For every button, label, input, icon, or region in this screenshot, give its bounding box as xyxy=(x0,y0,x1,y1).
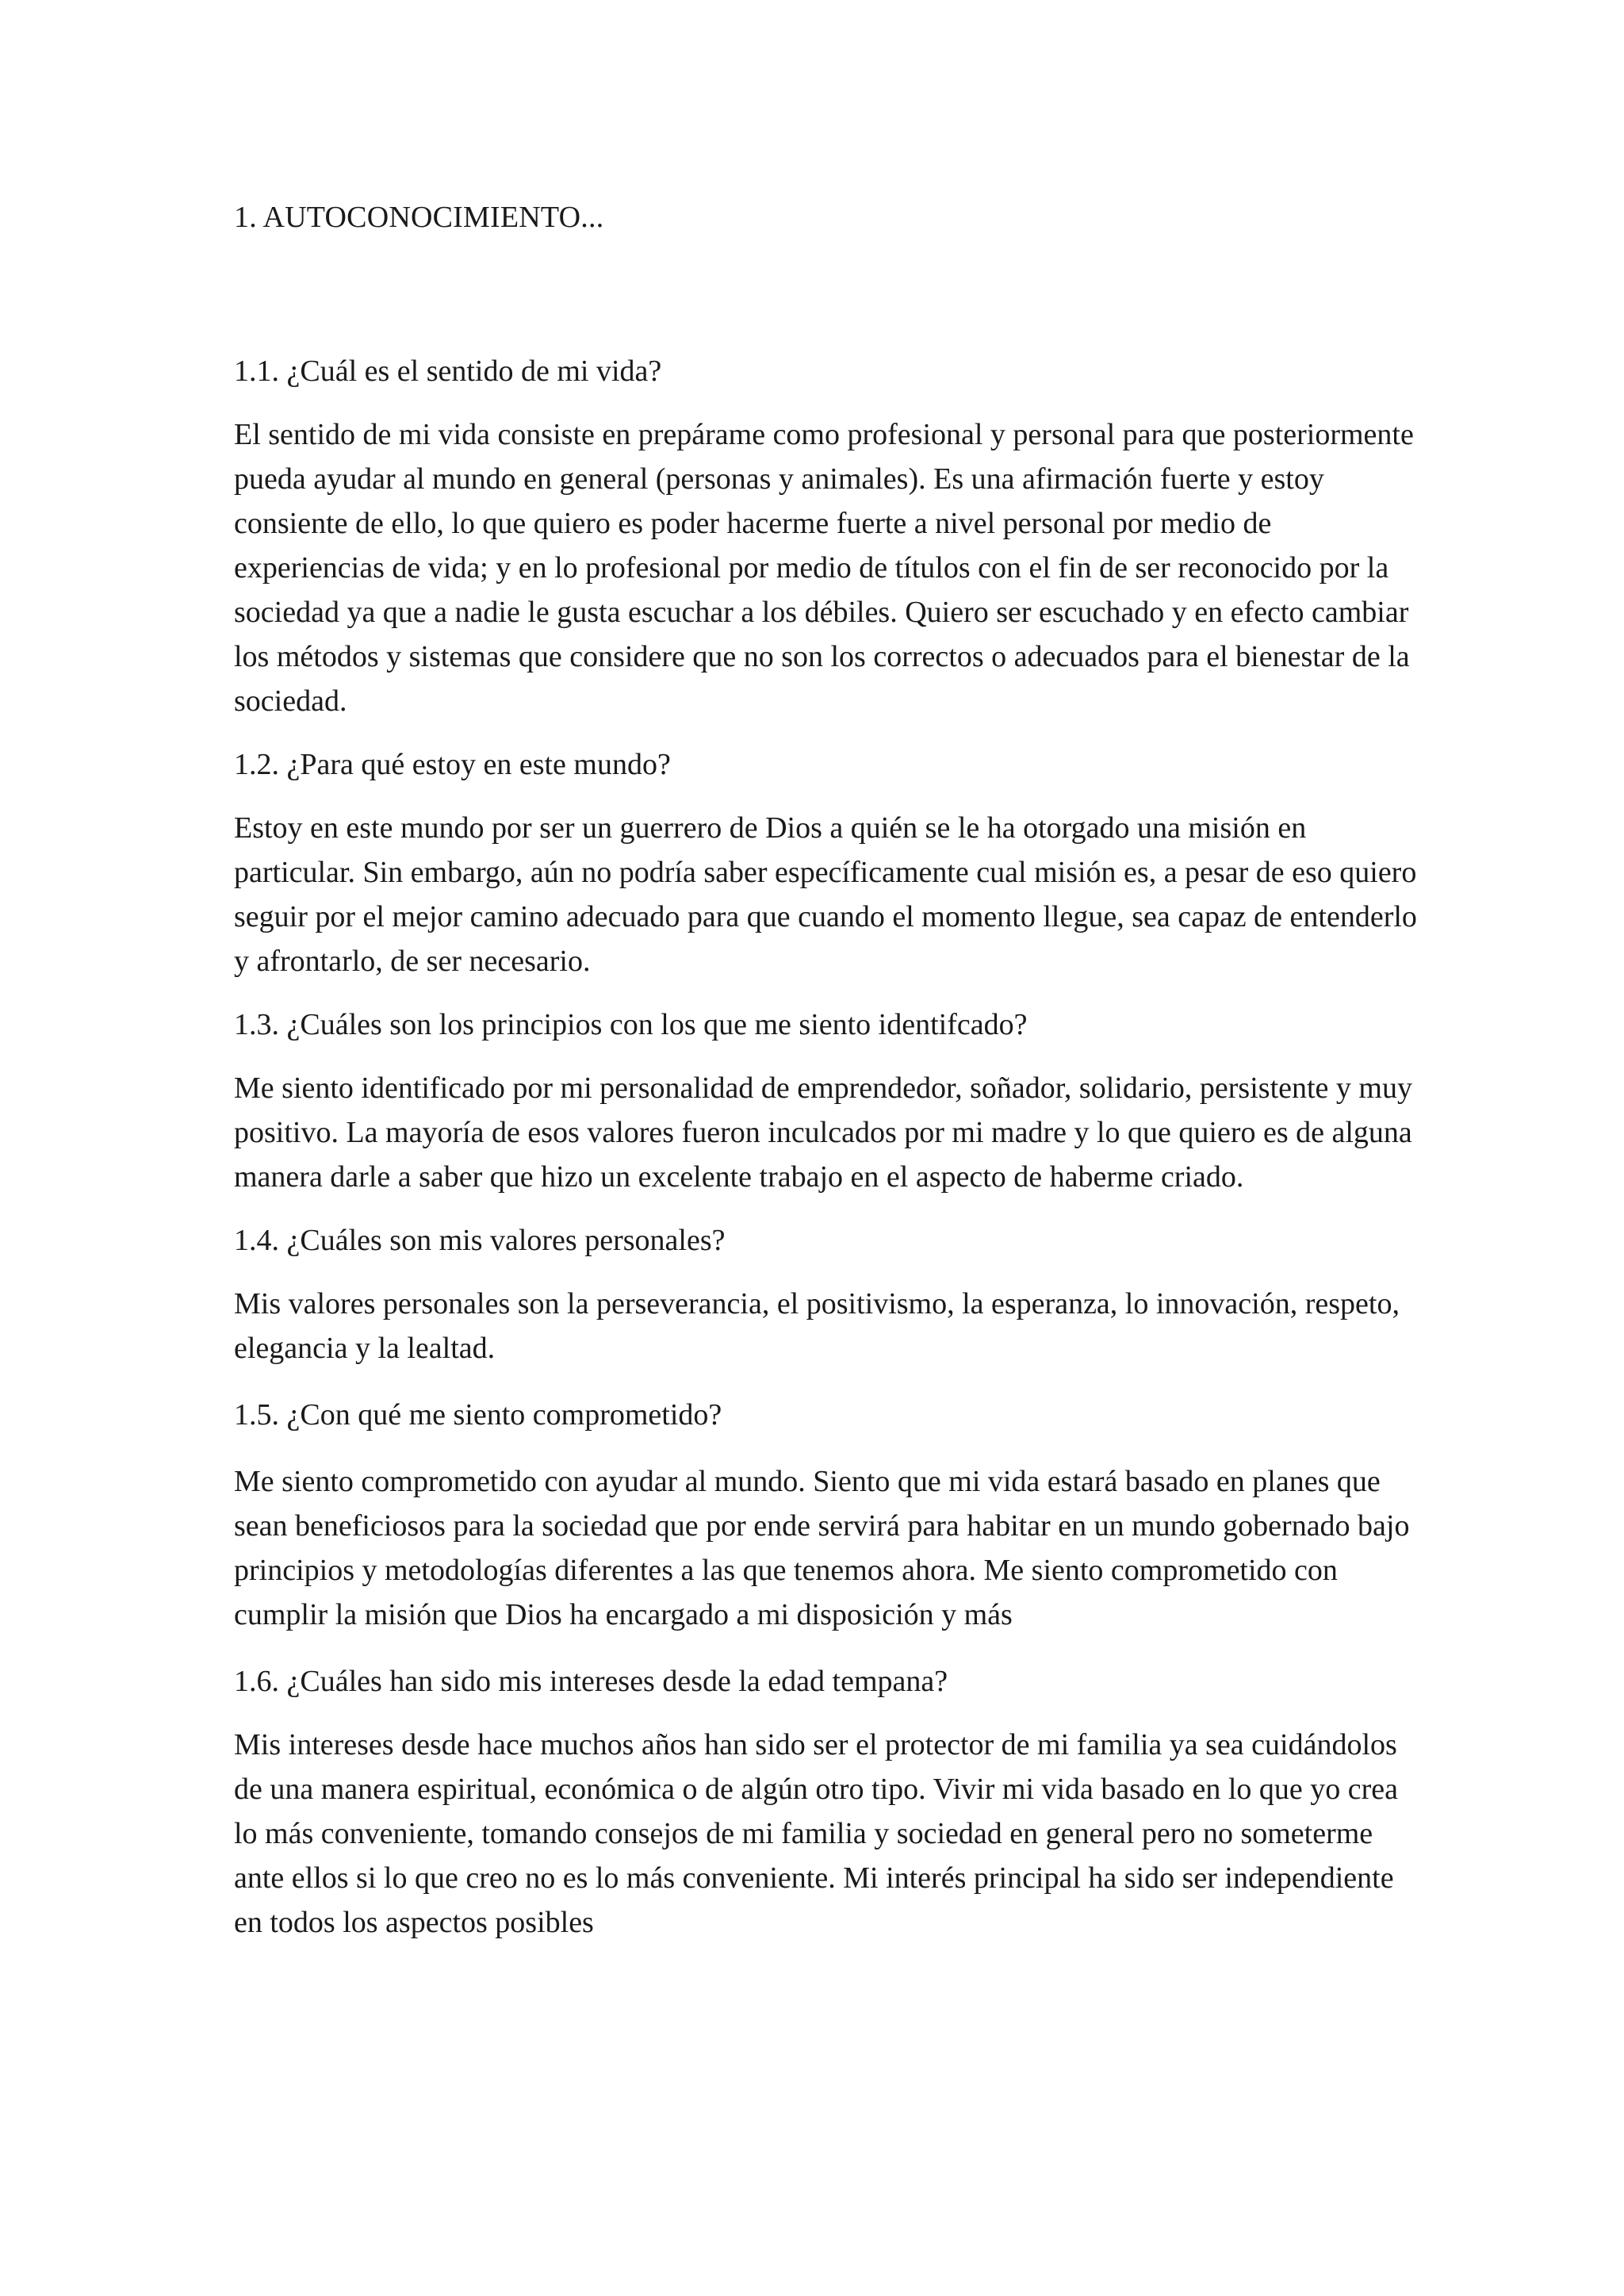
section-question: 1.5. ¿Con qué me siento comprometido? xyxy=(234,1398,722,1432)
document-title: 1. AUTOCONOCIMIENTO... xyxy=(234,201,604,234)
section-answer: Mis valores personales son la perseverancia, el positivismo, la esperanza, lo innovación, respeto, elegancia y la lealtad. xyxy=(234,1287,1400,1365)
section-answer: Me siento identificado por mi personalidad de emprendedor, soñador, solidario, persistente y muy positivo. La mayoría de esos valores fueron inculcados por mi madre y lo que quiero es de alguna manera darle a saber que hizo un excelente trabajo en el aspecto de haberme criado. xyxy=(234,1071,1412,1194)
section-question: 1.6. ¿Cuáles han sido mis intereses desde la edad tempana? xyxy=(234,1665,948,1698)
section-1-1 xyxy=(234,349,1423,723)
section-1-3 xyxy=(234,1002,1423,1199)
document-body xyxy=(234,195,1423,1945)
section-answer: Me siento comprometido con ayudar al mundo. Siento que mi vida estará basado en planes que sean beneficiosos para la sociedad que por ende servirá para habitar en un mundo gobernado bajo principios y metodologías diferentes a las que tenemos ahora. Me siento comprometido con cumplir la misión que Dios ha encargado a mi disposición y más xyxy=(234,1465,1410,1631)
section-1-5 xyxy=(234,1393,1423,1637)
section-answer: Mis intereses desde hace muchos años han sido ser el protector de mi familia ya sea cuidándolos de una manera espiritual, económica o de algún otro tipo. Vivir mi vida basado en lo que yo crea lo más conveniente, tomando consejos de mi familia y sociedad en general pero no someterme ante ellos si lo que creo no es lo más conveniente. Mi interés principal ha sido ser independiente en todos los aspectos posibles xyxy=(234,1728,1398,1939)
section-1-6 xyxy=(234,1659,1423,1945)
section-answer: Estoy en este mundo por ser un guerrero de Dios a quién se le ha otorgado una misión en particular. Sin embargo, aún no podría saber específicamente cual misión es, a pesar de eso quiero seguir por el mejor camino adecuado para que cuando el momento llegue, sea capaz de entenderlo y afrontarlo, de ser necesario. xyxy=(234,811,1417,978)
section-question: 1.4. ¿Cuáles son mis valores personales? xyxy=(234,1224,726,1257)
section-question: 1.3. ¿Cuáles son los principios con los que me siento identifcado? xyxy=(234,1008,1028,1041)
section-1-4 xyxy=(234,1218,1423,1370)
section-answer: El sentido de mi vida consiste en prepárame como profesional y personal para que posteriormente pueda ayudar al mundo en general (personas y animales). Es una afirmación fuerte y estoy consiente de ello, lo que quiero es poder hacerme fuerte a nivel personal por medio de experiencias de vida; y en lo profesional por medio de títulos con el fin de ser reconocido por la sociedad ya que a nadie le gusta escuchar a los débiles. Quiero ser escuchado y en efecto cambiar los métodos y sistemas que considere que no son los correctos o adecuados para el bienestar de la sociedad. xyxy=(234,418,1414,718)
section-question: 1.2. ¿Para qué estoy en este mundo? xyxy=(234,748,671,781)
section-1-2 xyxy=(234,742,1423,983)
section-question: 1.1. ¿Cuál es el sentido de mi vida? xyxy=(234,355,662,388)
